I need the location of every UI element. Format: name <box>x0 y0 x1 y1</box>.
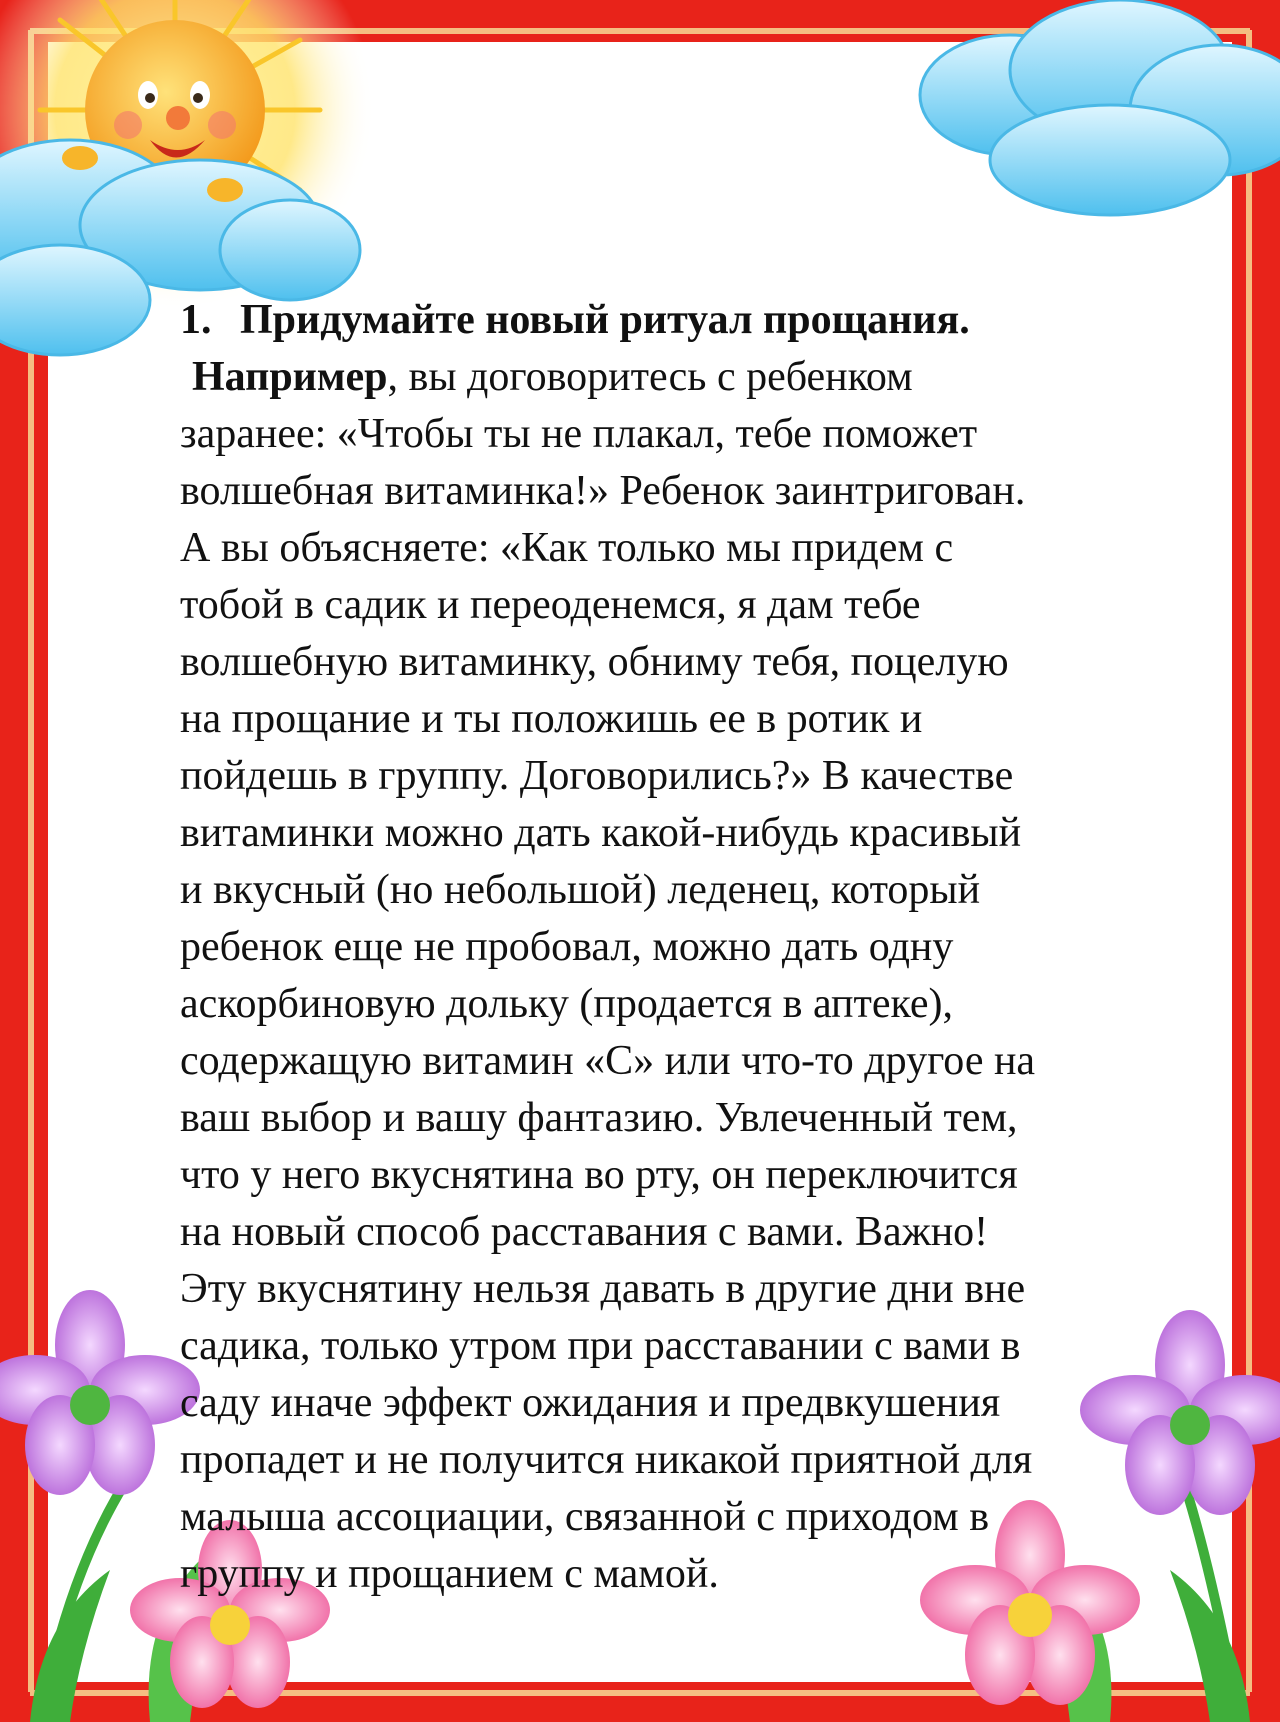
document-body <box>180 292 1180 1603</box>
paragraph-line-text: , вы договоритесь с ребенком <box>387 354 913 400</box>
paragraph-line: пропадет и не получится никакой приятной для <box>180 1437 1033 1483</box>
paragraph-line: и вкусный (но небольшой) леденец, который <box>180 867 981 913</box>
paragraph-line: саду иначе эффект ожидания и предвкушения <box>180 1380 1001 1426</box>
paragraph-line: Эту вкуснятину нельзя давать в другие дни вне <box>180 1266 1026 1312</box>
heading-text: Придумайте новый ритуал прощания. <box>240 297 970 343</box>
paragraph-line: группу и прощанием с мамой. <box>180 1551 719 1597</box>
paragraph-line: волшебная витаминка!» Ребенок заинтригован. <box>180 468 1026 514</box>
paragraph-line: на прощание и ты положишь ее в ротик и <box>180 696 923 742</box>
paragraph-line: витаминки можно дать какой-нибудь красивый <box>180 810 1022 856</box>
paragraph-line: заранее: «Чтобы ты не плакал, тебе поможет <box>180 411 978 457</box>
heading <box>180 292 1180 349</box>
paragraph-line: на новый способ расставания с вами. Важно! <box>180 1209 989 1255</box>
paragraph-line: пойдешь в группу. Договорились?» В качестве <box>180 753 1014 799</box>
paragraph-line: ваш выбор и вашу фантазию. Увлеченный тем, <box>180 1095 1018 1141</box>
paragraph-line: тобой в садик и переоденемся, я дам тебе <box>180 582 921 628</box>
example-word: Например <box>192 354 388 400</box>
paragraph-line: ребенок еще не пробовал, можно дать одну <box>180 924 954 970</box>
paragraph-line <box>180 349 1180 406</box>
paragraph-line: аскорбиновую дольку (продается в аптеке), <box>180 981 954 1027</box>
paragraph-line: садика, только утром при расставании с вами в <box>180 1323 1021 1369</box>
heading-number: 1. <box>180 297 212 343</box>
paragraph-line: А вы объясняете: «Как только мы придем с <box>180 525 954 571</box>
paragraph-line: содержащую витамин «С» или что-то другое на <box>180 1038 1036 1084</box>
paragraph-line: что у него вкуснятина во рту, он переключится <box>180 1152 1018 1198</box>
paragraph-line: малыша ассоциации, связанной с приходом в <box>180 1494 990 1540</box>
paragraph-line: волшебную витаминку, обниму тебя, поцелую <box>180 639 1009 685</box>
